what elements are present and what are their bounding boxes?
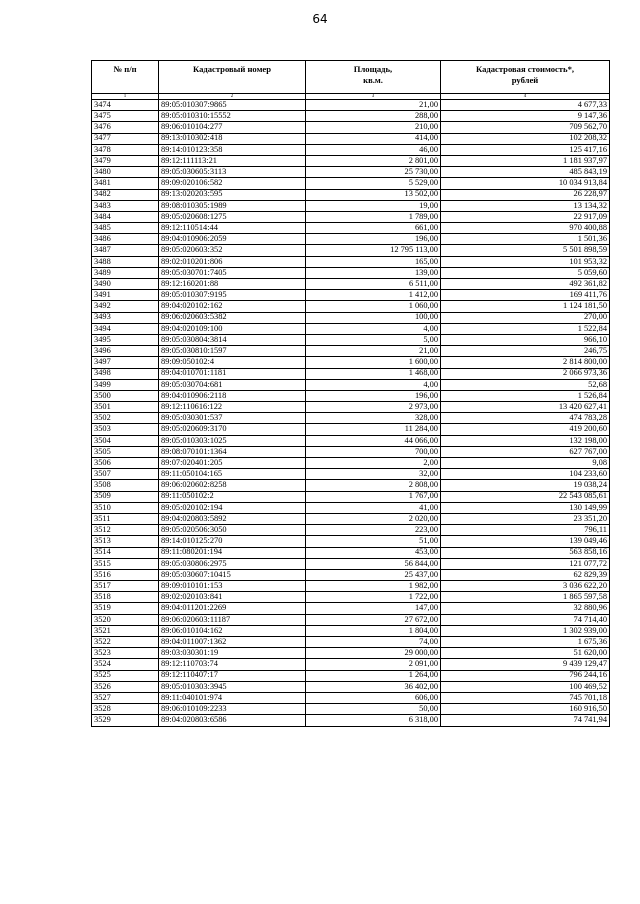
area-value: 210,00 (306, 122, 441, 133)
row-number: 3485 (92, 223, 159, 234)
cadastral-number: 89:02:010201:806 (159, 256, 306, 267)
row-number: 3511 (92, 513, 159, 524)
cadastral-number: 89:05:030301:537 (159, 413, 306, 424)
table-row (92, 614, 610, 625)
header-row (92, 61, 610, 94)
row-number: 3513 (92, 536, 159, 547)
cadastral-number: 89:06:010104:277 (159, 122, 306, 133)
cadastral-number: 89:04:020109:100 (159, 323, 306, 334)
row-number: 3510 (92, 502, 159, 513)
cadastral-number: 89:14:010125:270 (159, 536, 306, 547)
area-value: 2 808,00 (306, 480, 441, 491)
area-value: 25 437,00 (306, 569, 441, 580)
row-number: 3518 (92, 592, 159, 603)
area-value: 1 804,00 (306, 625, 441, 636)
row-number: 3524 (92, 659, 159, 670)
row-number: 3501 (92, 402, 159, 413)
area-value: 4,00 (306, 379, 441, 390)
area-value: 100,00 (306, 312, 441, 323)
table-row (92, 458, 610, 469)
cost-value: 1 302 939,00 (441, 625, 610, 636)
cost-value: 132 198,00 (441, 435, 610, 446)
cost-value: 100 469,52 (441, 681, 610, 692)
cadastral-number: 89:12:111113:21 (159, 155, 306, 166)
cost-value: 419 200,60 (441, 424, 610, 435)
area-value: 1 264,00 (306, 670, 441, 681)
table-row (92, 122, 610, 133)
cost-value: 627 767,00 (441, 446, 610, 457)
area-value: 74,00 (306, 637, 441, 648)
area-value: 700,00 (306, 446, 441, 457)
table-row (92, 502, 610, 513)
row-number: 3479 (92, 155, 159, 166)
row-number: 3520 (92, 614, 159, 625)
cost-value: 2 066 973,36 (441, 368, 610, 379)
cadastral-number: 89:04:010906:2059 (159, 234, 306, 245)
area-value: 1 412,00 (306, 290, 441, 301)
area-value: 1 982,00 (306, 581, 441, 592)
row-number: 3529 (92, 715, 159, 726)
area-value: 25 730,00 (306, 167, 441, 178)
cadastral-table (91, 60, 610, 727)
area-value: 196,00 (306, 234, 441, 245)
cost-value: 246,75 (441, 346, 610, 357)
cadastral-number: 89:09:020106:582 (159, 178, 306, 189)
cost-value: 13 420 627,41 (441, 402, 610, 413)
header-area (306, 61, 441, 94)
row-number: 3499 (92, 379, 159, 390)
column-number: 1 (92, 94, 159, 100)
row-number: 3514 (92, 547, 159, 558)
row-number: 3521 (92, 625, 159, 636)
table-row (92, 178, 610, 189)
cadastral-number: 89:04:010701:1181 (159, 368, 306, 379)
table-row (92, 681, 610, 692)
cost-value: 19 038,24 (441, 480, 610, 491)
table-row (92, 334, 610, 345)
cost-value: 5 059,60 (441, 267, 610, 278)
cadastral-number: 89:08:010305:1989 (159, 200, 306, 211)
cadastral-number: 89:09:050102:4 (159, 357, 306, 368)
row-number: 3494 (92, 323, 159, 334)
area-value: 19,00 (306, 200, 441, 211)
cadastral-number: 89:05:020609:3170 (159, 424, 306, 435)
area-value: 165,00 (306, 256, 441, 267)
cadastral-number: 89:11:040101:974 (159, 692, 306, 703)
area-value: 56 844,00 (306, 558, 441, 569)
area-value: 32,00 (306, 469, 441, 480)
cost-value: 32 880,96 (441, 603, 610, 614)
row-number: 3483 (92, 200, 159, 211)
area-value: 2 020,00 (306, 513, 441, 524)
table-row (92, 592, 610, 603)
column-number: 4 (441, 94, 610, 100)
table-row (92, 525, 610, 536)
row-number: 3507 (92, 469, 159, 480)
row-number: 3497 (92, 357, 159, 368)
cost-value: 74 741,94 (441, 715, 610, 726)
area-value: 41,00 (306, 502, 441, 513)
area-value: 1 600,00 (306, 357, 441, 368)
table-row (92, 390, 610, 401)
cost-value: 745 701,18 (441, 692, 610, 703)
cadastral-number: 89:11:050102:2 (159, 491, 306, 502)
cost-value: 1 526,84 (441, 390, 610, 401)
row-number: 3515 (92, 558, 159, 569)
row-number: 3505 (92, 446, 159, 457)
cadastral-number: 89:05:030804:3814 (159, 334, 306, 345)
cost-value: 270,00 (441, 312, 610, 323)
area-value: 21,00 (306, 100, 441, 111)
cadastral-number: 89:13:020203:595 (159, 189, 306, 200)
cost-value: 1 865 597,58 (441, 592, 610, 603)
row-number: 3503 (92, 424, 159, 435)
cost-value: 1 501,36 (441, 234, 610, 245)
area-value: 12 795 113,00 (306, 245, 441, 256)
area-value: 1 767,00 (306, 491, 441, 502)
cadastral-number: 89:09:010101:153 (159, 581, 306, 592)
table-row (92, 402, 610, 413)
row-number: 3487 (92, 245, 159, 256)
cost-value: 796 244,16 (441, 670, 610, 681)
row-number: 3498 (92, 368, 159, 379)
area-value: 1 060,00 (306, 301, 441, 312)
cadastral-number: 89:05:030810:1597 (159, 346, 306, 357)
table-row (92, 167, 610, 178)
area-value: 147,00 (306, 603, 441, 614)
cadastral-number: 89:05:020603:352 (159, 245, 306, 256)
cadastral-number: 89:12:110407:17 (159, 670, 306, 681)
row-number: 3480 (92, 167, 159, 178)
cost-value: 26 228,97 (441, 189, 610, 200)
cost-value: 2 814 800,00 (441, 357, 610, 368)
area-value: 29 000,00 (306, 648, 441, 659)
cost-value: 130 149,99 (441, 502, 610, 513)
cost-value: 51 620,00 (441, 648, 610, 659)
cadastral-number: 89:11:050104:165 (159, 469, 306, 480)
table-row (92, 133, 610, 144)
column-number: 3 (306, 94, 441, 100)
cadastral-number: 89:05:010307:9195 (159, 290, 306, 301)
area-value: 46,00 (306, 144, 441, 155)
cadastral-number: 89:05:010307:9865 (159, 100, 306, 111)
area-value: 50,00 (306, 704, 441, 715)
area-value: 2,00 (306, 458, 441, 469)
area-value: 453,00 (306, 547, 441, 558)
table-row (92, 569, 610, 580)
table-row (92, 659, 610, 670)
cadastral-number: 89:04:010906:2118 (159, 390, 306, 401)
row-number: 3509 (92, 491, 159, 502)
header-number: № п/п (92, 61, 159, 94)
cost-value: 4 677,33 (441, 100, 610, 111)
table-row (92, 424, 610, 435)
cadastral-number: 89:13:010302:418 (159, 133, 306, 144)
cadastral-number: 89:06:020603:5382 (159, 312, 306, 323)
row-number: 3493 (92, 312, 159, 323)
cost-value: 160 916,50 (441, 704, 610, 715)
cost-value: 125 417,16 (441, 144, 610, 155)
row-number: 3500 (92, 390, 159, 401)
cadastral-number: 89:04:020803:6586 (159, 715, 306, 726)
cost-value: 3 036 622,20 (441, 581, 610, 592)
table-row (92, 368, 610, 379)
area-value: 414,00 (306, 133, 441, 144)
table-row (92, 223, 610, 234)
cadastral-number: 89:05:010303:3945 (159, 681, 306, 692)
table-row (92, 469, 610, 480)
cost-value: 1 181 937,97 (441, 155, 610, 166)
row-number: 3508 (92, 480, 159, 491)
row-number: 3488 (92, 256, 159, 267)
table-row (92, 111, 610, 122)
area-value: 223,00 (306, 525, 441, 536)
table-row (92, 200, 610, 211)
area-value: 13 502,00 (306, 189, 441, 200)
cadastral-number: 89:07:020401:205 (159, 458, 306, 469)
row-number: 3496 (92, 346, 159, 357)
row-number: 3517 (92, 581, 159, 592)
cost-value: 22 917,09 (441, 211, 610, 222)
table-row (92, 547, 610, 558)
cost-value: 23 351,20 (441, 513, 610, 524)
cost-value: 1 522,84 (441, 323, 610, 334)
cost-value: 169 411,76 (441, 290, 610, 301)
cadastral-number: 89:05:020608:1275 (159, 211, 306, 222)
cost-value: 492 361,82 (441, 279, 610, 290)
area-value: 2 801,00 (306, 155, 441, 166)
table-row (92, 491, 610, 502)
row-number: 3484 (92, 211, 159, 222)
cadastral-number: 89:12:110616:122 (159, 402, 306, 413)
cost-value: 102 208,32 (441, 133, 610, 144)
row-number: 3516 (92, 569, 159, 580)
cadastral-number: 89:05:030607:10415 (159, 569, 306, 580)
table-row (92, 379, 610, 390)
cost-value: 9,08 (441, 458, 610, 469)
cadastral-number: 89:05:030704:681 (159, 379, 306, 390)
row-number: 3486 (92, 234, 159, 245)
page-number: 64 (312, 12, 328, 26)
area-value: 1 468,00 (306, 368, 441, 379)
table-row (92, 155, 610, 166)
area-value: 2 091,00 (306, 659, 441, 670)
row-number: 3477 (92, 133, 159, 144)
header-cost-label: Кадастровая стоимость*, рублей (475, 64, 575, 86)
table-row (92, 625, 610, 636)
table-row (92, 100, 610, 111)
table-row (92, 513, 610, 524)
row-number: 3478 (92, 144, 159, 155)
area-value: 5 529,00 (306, 178, 441, 189)
table-row (92, 648, 610, 659)
table-row (92, 670, 610, 681)
row-number: 3525 (92, 670, 159, 681)
area-value: 5,00 (306, 334, 441, 345)
cadastral-number: 89:05:030806:2975 (159, 558, 306, 569)
table-row (92, 256, 610, 267)
row-number: 3475 (92, 111, 159, 122)
row-number: 3490 (92, 279, 159, 290)
cadastral-number: 89:05:010310:15552 (159, 111, 306, 122)
cadastral-number: 89:11:080201:194 (159, 547, 306, 558)
cadastral-number: 89:14:010123:358 (159, 144, 306, 155)
table-row (92, 357, 610, 368)
area-value: 44 066,00 (306, 435, 441, 446)
row-number: 3512 (92, 525, 159, 536)
table-row (92, 581, 610, 592)
row-number: 3504 (92, 435, 159, 446)
cadastral-number: 89:12:110703:74 (159, 659, 306, 670)
cadastral-number: 89:12:110514:44 (159, 223, 306, 234)
area-value: 21,00 (306, 346, 441, 357)
area-value: 51,00 (306, 536, 441, 547)
cost-value: 5 501 898,59 (441, 245, 610, 256)
area-value: 328,00 (306, 413, 441, 424)
table-row (92, 346, 610, 357)
cadastral-number: 89:06:020603:11187 (159, 614, 306, 625)
row-number: 3519 (92, 603, 159, 614)
area-value: 606,00 (306, 692, 441, 703)
table-row (92, 558, 610, 569)
table-row (92, 279, 610, 290)
table-row (92, 603, 610, 614)
table-row (92, 435, 610, 446)
column-number: 2 (159, 94, 306, 100)
cost-value: 22 543 085,61 (441, 491, 610, 502)
row-number: 3523 (92, 648, 159, 659)
cost-value: 104 233,60 (441, 469, 610, 480)
row-number: 3502 (92, 413, 159, 424)
table-row (92, 715, 610, 726)
cadastral-number: 89:04:020102:162 (159, 301, 306, 312)
cadastral-number: 89:05:030605:3113 (159, 167, 306, 178)
cost-value: 101 953,32 (441, 256, 610, 267)
area-value: 11 284,00 (306, 424, 441, 435)
cadastral-number: 89:05:030701:7405 (159, 267, 306, 278)
cost-value: 485 843,19 (441, 167, 610, 178)
table-row (92, 290, 610, 301)
cost-value: 9 439 129,47 (441, 659, 610, 670)
table-row (92, 312, 610, 323)
area-value: 1 789,00 (306, 211, 441, 222)
row-number: 3474 (92, 100, 159, 111)
cost-value: 62 829,39 (441, 569, 610, 580)
cost-value: 121 077,72 (441, 558, 610, 569)
cost-value: 796,11 (441, 525, 610, 536)
table-row (92, 245, 610, 256)
row-number: 3491 (92, 290, 159, 301)
table-row (92, 234, 610, 245)
table-row (92, 301, 610, 312)
cost-value: 1 675,36 (441, 637, 610, 648)
cost-value: 74 714,40 (441, 614, 610, 625)
cadastral-number: 89:04:011007:1362 (159, 637, 306, 648)
cost-value: 970 400,88 (441, 223, 610, 234)
area-value: 6 318,00 (306, 715, 441, 726)
cost-value: 10 034 913,84 (441, 178, 610, 189)
header-cadastral-number: Кадастровый номер (159, 61, 306, 94)
row-number: 3528 (92, 704, 159, 715)
cadastral-number: 89:05:010303:1025 (159, 435, 306, 446)
area-value: 4,00 (306, 323, 441, 334)
cost-value: 709 562,70 (441, 122, 610, 133)
row-number: 3506 (92, 458, 159, 469)
row-number: 3522 (92, 637, 159, 648)
table-row (92, 637, 610, 648)
cadastral-number: 89:04:011201:2269 (159, 603, 306, 614)
table-row (92, 144, 610, 155)
cadastral-number: 89:12:160201:88 (159, 279, 306, 290)
area-value: 2 973,00 (306, 402, 441, 413)
area-value: 288,00 (306, 111, 441, 122)
row-number: 3476 (92, 122, 159, 133)
cost-value: 139 049,46 (441, 536, 610, 547)
area-value: 27 672,00 (306, 614, 441, 625)
cost-value: 966,10 (441, 334, 610, 345)
row-number: 3489 (92, 267, 159, 278)
cost-value: 52,68 (441, 379, 610, 390)
row-number: 3481 (92, 178, 159, 189)
table-row (92, 211, 610, 222)
cadastral-number: 89:03:030301:19 (159, 648, 306, 659)
cost-value: 1 124 181,50 (441, 301, 610, 312)
table-row (92, 413, 610, 424)
table-body (92, 100, 610, 727)
cost-value: 9 147,36 (441, 111, 610, 122)
header-cost (441, 61, 610, 94)
cadastral-number: 89:02:020103:841 (159, 592, 306, 603)
cost-value: 563 858,16 (441, 547, 610, 558)
cadastral-number: 89:08:070101:1364 (159, 446, 306, 457)
table-row (92, 536, 610, 547)
area-value: 196,00 (306, 390, 441, 401)
table-row (92, 692, 610, 703)
cadastral-number: 89:05:020102:194 (159, 502, 306, 513)
area-value: 36 402,00 (306, 681, 441, 692)
header-area-label: Площадь, кв.м. (353, 64, 393, 86)
area-value: 661,00 (306, 223, 441, 234)
row-number: 3482 (92, 189, 159, 200)
cadastral-number: 89:06:010104:162 (159, 625, 306, 636)
area-value: 1 722,00 (306, 592, 441, 603)
cadastral-number: 89:06:010109:2233 (159, 704, 306, 715)
table-row (92, 480, 610, 491)
cadastral-number: 89:05:020506:3050 (159, 525, 306, 536)
cadastral-number: 89:06:020602:8258 (159, 480, 306, 491)
cost-value: 13 134,32 (441, 200, 610, 211)
row-number: 3495 (92, 334, 159, 345)
row-number: 3492 (92, 301, 159, 312)
row-number: 3526 (92, 681, 159, 692)
table-row (92, 267, 610, 278)
area-value: 139,00 (306, 267, 441, 278)
table-row (92, 323, 610, 334)
table-row (92, 704, 610, 715)
table-row (92, 446, 610, 457)
row-number: 3527 (92, 692, 159, 703)
table-row (92, 189, 610, 200)
area-value: 6 511,00 (306, 279, 441, 290)
cadastral-number: 89:04:020803:5892 (159, 513, 306, 524)
cost-value: 474 783,28 (441, 413, 610, 424)
